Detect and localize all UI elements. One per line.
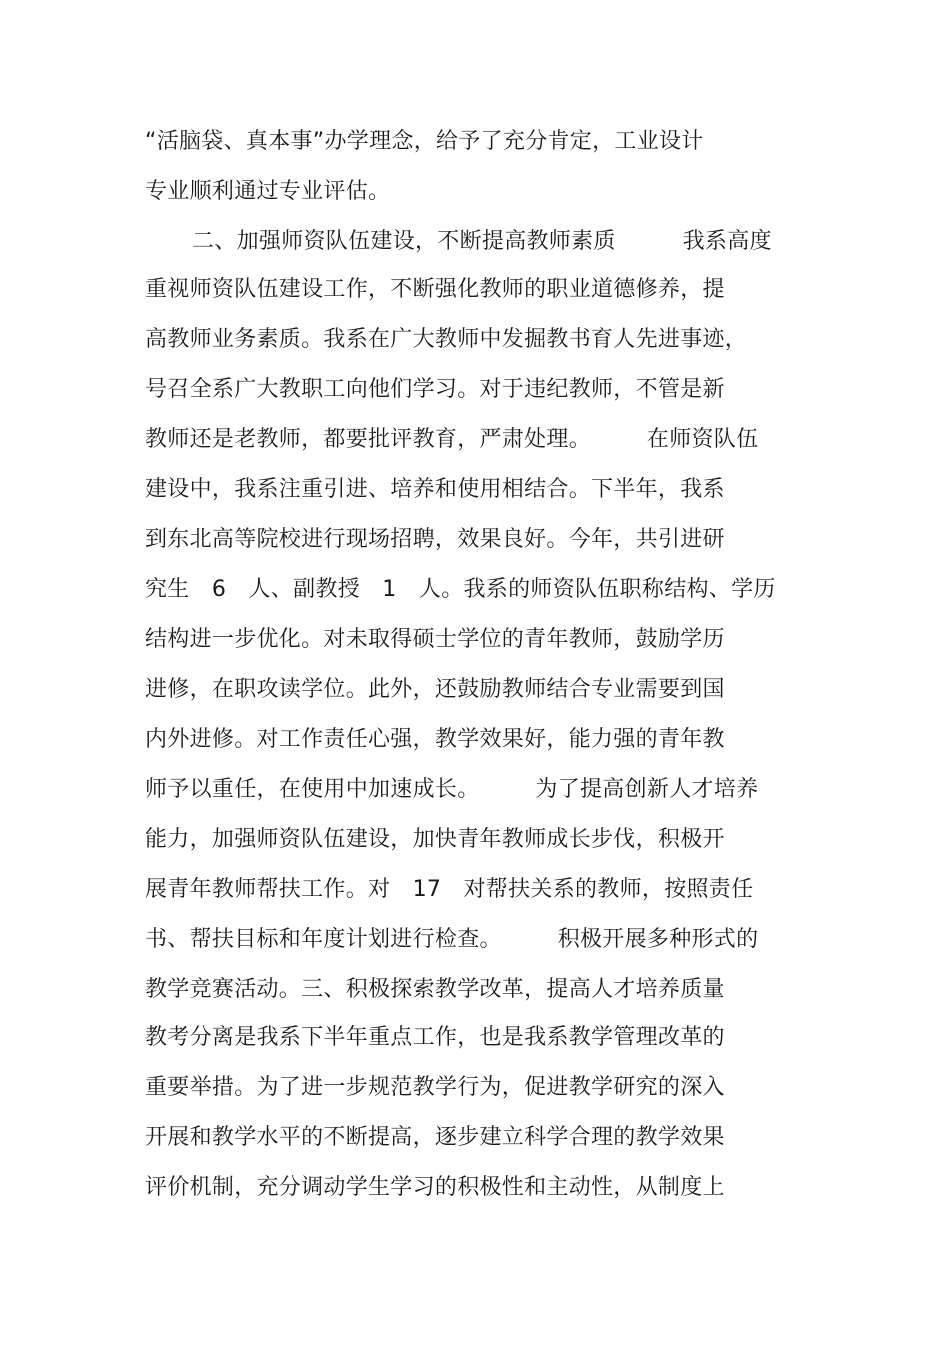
text-line: 专业顺利通过专业评估。 bbox=[145, 179, 391, 204]
text-line: 到东北高等院校进行现场招聘，效果良好。今年，共引进研 bbox=[145, 527, 725, 552]
text-line: “活脑袋、真本事”办学理念，给予了充分肯定，工业设计 bbox=[145, 129, 704, 154]
text-line: 高教师业务素质。我系在广大教师中发掘教书育人先进事迹， bbox=[145, 327, 748, 352]
text-line: 建设中，我系注重引进、培养和使用相结合。下半年，我系 bbox=[145, 477, 725, 502]
text-line: 结构进一步优化。对未取得硕士学位的青年教师，鼓励学历 bbox=[145, 627, 725, 652]
section-heading-line: 二、加强师资队伍建设，不断提高教师素质 我系高度 bbox=[192, 229, 772, 254]
text-line: 书、帮扶目标和年度计划进行检查。 积极开展多种形式的 bbox=[145, 927, 759, 952]
text-line: 开展和教学水平的不断提高，逐步建立科学合理的教学效果 bbox=[145, 1125, 725, 1150]
text-line: 究生 6 人、副教授 1 人。我系的师资队伍职称结构、学历 bbox=[145, 577, 776, 602]
text-line: 师予以重任，在使用中加速成长。 为了提高创新人才培养 bbox=[145, 777, 759, 802]
text-line: 教师还是老教师，都要批评教育，严肃处理。 在师资队伍 bbox=[145, 427, 759, 452]
text-line: 内外进修。对工作责任心强，教学效果好，能力强的青年教 bbox=[145, 727, 725, 752]
text-line: 教学竞赛活动。三、积极探索教学改革，提高人才培养质量 bbox=[145, 977, 725, 1002]
text-line: 重要举措。为了进一步规范教学行为，促进教学研究的深入 bbox=[145, 1075, 725, 1100]
text-line: 评价机制，充分调动学生学习的积极性和主动性，从制度上 bbox=[145, 1175, 725, 1200]
text-line: 展青年教师帮扶工作。对 17 对帮扶关系的教师，按照责任 bbox=[145, 877, 754, 902]
text-line: 能力，加强师资队伍建设，加快青年教师成长步伐，积极开 bbox=[145, 827, 725, 852]
text-line: 号召全系广大教职工向他们学习。对于违纪教师，不管是新 bbox=[145, 377, 725, 402]
text-line: 重视师资队伍建设工作，不断强化教师的职业道德修养，提 bbox=[145, 277, 725, 302]
text-line: 进修，在职攻读学位。此外，还鼓励教师结合专业需要到国 bbox=[145, 677, 725, 702]
text-line: 教考分离是我系下半年重点工作，也是我系教学管理改革的 bbox=[145, 1025, 725, 1050]
